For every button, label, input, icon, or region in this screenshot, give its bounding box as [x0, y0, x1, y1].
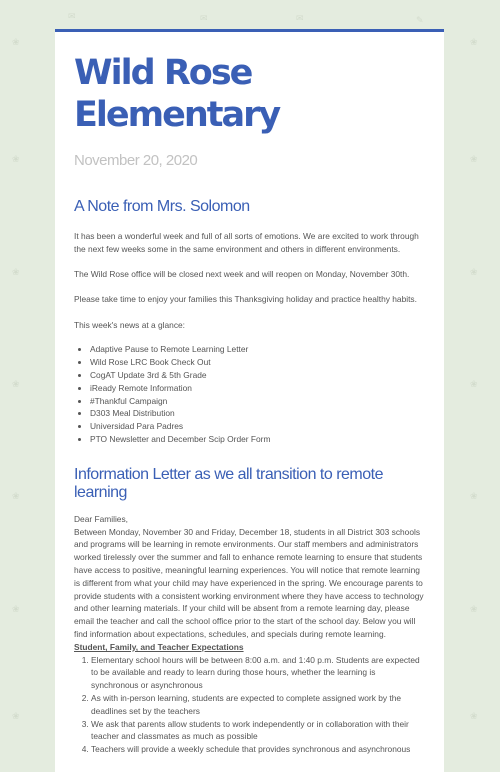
background-pattern-icon: ❀	[470, 492, 478, 502]
list-item: • D303 Meal Distribution	[90, 407, 425, 420]
note-paragraph: It has been a wonderful week and full of all sorts of emotions. We are excited to work through the next few weeks some in the same environment and others in different environments.	[74, 231, 419, 254]
background-pattern-icon: ❀	[12, 155, 20, 165]
newsletter-card	[55, 29, 444, 772]
list-item: • iReady Remote Information	[90, 382, 425, 395]
newsletter-title: Wild Rose Elementary	[74, 53, 280, 135]
note-paragraph: The Wild Rose office will be closed next week and will reopen on Monday, November 30th.	[74, 269, 410, 280]
greeting: Dear Families,	[74, 513, 128, 524]
background-pattern-icon: ❀	[12, 605, 20, 615]
list-item: 4. Teachers will provide a weekly schedule that provides synchronous and asynchronous	[91, 743, 425, 756]
background-pattern-icon: ❀	[12, 268, 20, 278]
background-pattern-icon: ❀	[470, 38, 478, 48]
background-pattern-icon: ❀	[12, 38, 20, 48]
background-pattern-icon: ❀	[12, 380, 20, 390]
list-item: 1. Elementary school hours will be between 8:00 a.m. and 1:40 p.m. Students are expected to be available and ready to learn during those hours, whether the learning is synchronous or asynchronous	[91, 654, 425, 692]
list-item: • Wild Rose LRC Book Check Out	[90, 356, 425, 369]
list-item: • #Thankful Campaign	[90, 395, 425, 408]
background-pattern-icon: ✉	[68, 12, 76, 22]
background-pattern-icon: ✉	[296, 14, 304, 24]
info-heading: Information Letter as we all transition to remote learning	[74, 465, 383, 501]
list-item: 3. We ask that parents allow students to work independently or in collaboration with their teacher and classmates as much as possible	[91, 718, 425, 744]
list-item: • Adaptive Pause to Remote Learning Letter	[90, 343, 425, 356]
info-body: Between Monday, November 30 and Friday, December 18, students in all District 303 schools and programs will be learning in remote environments. Our staff members and administrators worked tirelessly over the summer and fall to enhance remote learning to ensure that students have access to positive, meaningful learning experiences. You will notice that remote learning is different from what your child may have experienced in the spring. We encourage parents to provide students with a consistent working environment where they have access to technology and other learning materials. If your child will be absent from a remote learning day, please email the teacher and call the school office prior to the start of the school day. Below you will find information about expectations, schedules, and specials during remote learning.	[74, 526, 424, 640]
newsletter-date: November 20, 2020	[74, 152, 198, 169]
background-pattern-icon: ❀	[470, 155, 478, 165]
note-heading: A Note from Mrs. Solomon	[74, 198, 250, 215]
list-item: • Universidad Para Padres	[90, 420, 425, 433]
note-paragraph: Please take time to enjoy your families this Thanksgiving holiday and practice healthy habits.	[74, 294, 417, 305]
news-at-a-glance-list	[74, 343, 425, 445]
list-item: • CogAT Update 3rd & 5th Grade	[90, 369, 425, 382]
background-pattern-icon: ❀	[470, 380, 478, 390]
background-pattern-icon: ❀	[12, 712, 20, 722]
background-pattern-icon: ❀	[470, 712, 478, 722]
background-pattern-icon: ❀	[470, 605, 478, 615]
background-pattern-icon: ✉	[200, 14, 208, 24]
background-pattern-icon: ❀	[470, 268, 478, 278]
expectations-heading: Student, Family, and Teacher Expectations	[74, 641, 244, 652]
note-paragraph: This week's news at a glance:	[74, 319, 185, 330]
list-item: 2. As with in-person learning, students are expected to complete assigned work by the deadlines set by the teachers	[91, 692, 425, 718]
list-item: • PTO Newsletter and December Scip Order Form	[90, 433, 425, 446]
expectations-list	[74, 654, 425, 756]
background-pattern-icon: ✎	[416, 16, 424, 26]
background-pattern-icon: ❀	[12, 492, 20, 502]
